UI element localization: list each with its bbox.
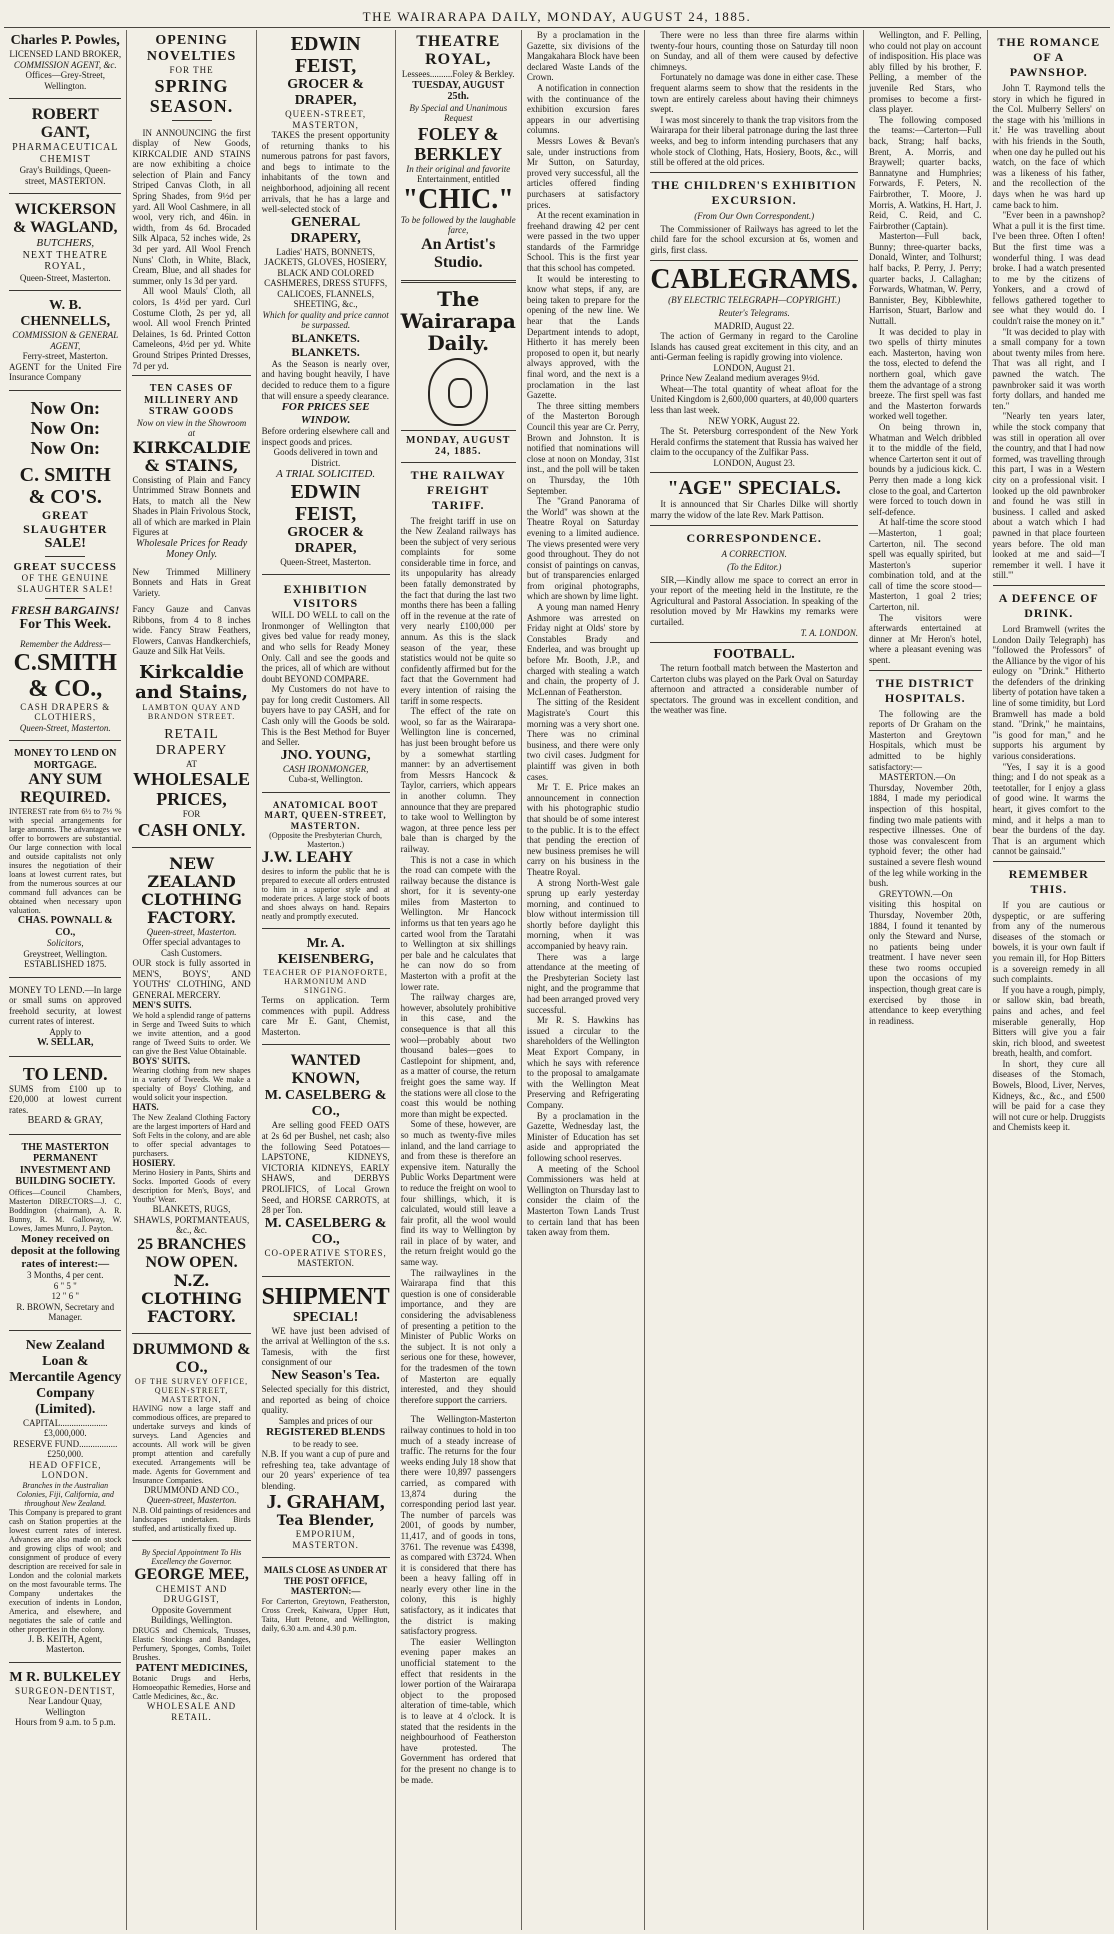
ad-smith-sale (9, 395, 121, 737)
any-sum: ANY SUM REQUIRED. (20, 771, 111, 806)
bulkeley: M R. BULKELEY (9, 1669, 122, 1685)
rate-3: 12 " 6 " (51, 1291, 80, 1301)
nb-paintings: N.B. Old paintings of residences and landscapes undertaken. Birds stuffed, and artistically fixed up. (132, 1505, 251, 1533)
tuesday: TUESDAY, AUGUST 25th. (412, 79, 505, 102)
ad-drummond (132, 1338, 250, 1536)
ad-caselberg (262, 1049, 390, 1271)
news-p2: A notification in connection with the continuance of the exhibition excursion fares appears in our advertising columns. (526, 82, 640, 136)
branches: Branches in the Australian Colonies, Fiji, California, and throughout New Zealand. (16, 1480, 114, 1508)
boys-suits: BOYS' SUITS. (132, 1055, 191, 1066)
week: For This Week. (19, 617, 111, 632)
correspondence: CORRESPONDENCE. (686, 530, 822, 545)
news-p14: By a proclamation in the Gazette, Wednesday last, the Minister of Education has set aside and appropriated the following school reserves. (526, 1110, 640, 1163)
consisting: Consisting of Plain and Fancy Untrimmed Straw Bonnets and Hats, to match all the New Shades in Plain Frivolous Stock, all of which are marked in Plain Figures at (132, 474, 251, 538)
nzloan-head: New Zealand Loan & Mercantile Agency Company (Limited). (9, 1337, 122, 1417)
ad-anatomical (262, 797, 390, 925)
hats: HATS. (132, 1102, 159, 1113)
retail: RETAIL DRAPERY (155, 726, 228, 758)
masthead-title: THE WAIRARAPA DAILY, MONDAY, AUGUST 24, 1885. (362, 8, 752, 24)
deposit-head: Money received on deposit at the following rates of interest:— (10, 1232, 120, 1270)
football-p7: The visitors were afterwards entertained at dinner at Mr Heron's hotel, where a pleasant evening was spent. (869, 612, 982, 666)
goods: Goods delivered in town and District. (273, 447, 378, 468)
grocer: GROCER & DRAPER, (287, 77, 364, 108)
mee-trade: CHEMIST AND DRUGGIST, (155, 1583, 228, 1605)
shipment-body: WE have just been advised of the arrival at Wellington of the s.s. Tamesis, with the first consignment of our (261, 1325, 390, 1368)
solicitors: Solicitors, (46, 938, 84, 948)
news-p9: The sitting of the Resident Magistrate's Court this morning was a very short one. There was no criminal business, and there were only two civil cases. Judgment for plaintiff was given in both cases. (526, 697, 640, 782)
gauze: Fancy Gauze and Canvas Ribbons, from 4 to 8 inches wide. Fancy Straw Feathers, Flowers, Canvas Handkerchiefs, Gauze and Silk Hat Veils. (132, 604, 251, 657)
children-body: The Commissioner of Railways has agreed to let the child fare for the school excursion at 6s, women and girls, first class. (650, 223, 859, 255)
ad-gant (9, 103, 121, 189)
news-p4: At the recent examination in freehand drawing 42 per cent were passed in the two upper standards of the Farmridge School. This is the first year that this school has competed. (526, 210, 640, 274)
news-p15: A meeting of the School Commissioners was held at Wellington on Thursday last to consider the claim of the Masterton Town Lands Trust to certain land that has been taken away from them. (526, 1163, 640, 1238)
corr-body: SIR,—Kindly allow me space to correct an error in your report of the meeting held in the Institute, re the Agricultural and Pastoral Association. In speaking of the resolution moved by Mr Hawkins my remarks were curtailed. (650, 574, 859, 627)
mens-body: We hold a splendid range of patterns in Serge and Tweed Suits to which we invite attention, and a good range of Tweed Suits to order. We can give the Best Value Obtainable. (132, 1010, 251, 1056)
hosiery-body: Merino Hosiery in Pants, Shirts and Socks. Imported Goods of every description for Men's, Boys', and Youths' Wear. (132, 1168, 251, 1205)
cablegrams: CABLEGRAMS. (650, 263, 859, 295)
news-p6: The three sitting members of the Masterton Borough Council this year are Cr. Perry, Brown and Johnston. It is notified that nominations will close at noon on Monday, 31st inst., and the poll will be taken on Thursday, the 10th September. (526, 400, 640, 496)
opening: OPENING NOVELTIES (146, 33, 237, 64)
ad-exhibition (262, 579, 390, 788)
column-6 (645, 30, 864, 1930)
now-on-2: Now On: (30, 417, 100, 438)
before: Before ordering elsewhere call and inspect goods and prices. (261, 426, 390, 447)
ten: to be ready to see. (293, 1438, 359, 1449)
ad-chennells (9, 295, 121, 386)
selected: Selected specially for this district, and reported as being of choice quality. (261, 1384, 390, 1416)
feist-2: EDWIN FEIST, (290, 480, 361, 525)
caselberg-2: M. CASELBERG & CO., (264, 1215, 387, 1247)
appointment: By Special Appointment To His Excellency the Governor. (141, 1547, 242, 1566)
children-sub: (From Our Own Correspondent.) (694, 210, 815, 221)
new-york: NEW YORK, August 22. (708, 415, 800, 426)
news-p8: A young man named Henry Ashmore was arrested on Friday night at Olds' store by Constables Brady and Enderlea, and was brought up before Mr. Booth, J.P., and charged with stealing a watch and chain, the property of J. McLennan of Featherston. (526, 602, 640, 697)
spring-body-2: All wool Mauls' Cloth, all colors, 1s 4½d per yard. Curl Costume Cloth, 2s per yd, all wool. All wool French Printed Delaines, 1s 6d. Printed Cotton Cameleons, 4½d per yd. White Ground Stripes Printed Dresses, 7d per yd. (132, 286, 251, 371)
crest-seal (428, 358, 488, 426)
columns (4, 30, 1110, 1930)
queen-st: Queen-Street, Masterton. (19, 722, 111, 733)
hosp-body: The following are the reports of Dr Graham on the Masterton and Greytown Hospitals, which must be admitted to be highly satisfactory:— (869, 708, 982, 772)
wick-trade: BUTCHERS, (36, 237, 95, 249)
ad-theatre (401, 30, 516, 275)
news-p3: Messrs Lowes & Bevan's sale, under instructions from Mr Sutton, on Saturday, proved very successful, all the articles offered finding purchasers at satisfactory prices. (526, 135, 640, 210)
news-p11: A strong North-West gale sprung up early yesterday morning, and continued to blow without intermission till shortly before daylight this morning, when it was accompanied by heavy rain. (526, 877, 640, 952)
ad-mails (262, 1562, 390, 1636)
railway-p6: The railwaylines in the Wairarapa find that this question is one of considerable importance, and they are considering the advisableness of presenting a petition to the Minister of Public Works on the subject. It is not only a serious one for these, however, for the tradesmen of the town of Masterton are equally interested, and they should therefore support the carriers. (400, 1267, 516, 1405)
for-the: FOR THE (169, 65, 214, 75)
railway-p3: This is not a case in which the road can compete with the railway because the distance is short, for it is seventy-one miles from Masterton to Wellington. Mr Hancock informs us that ten years ago he carted wool from the Taratahi to Wellington at six shillings per bale and he calculates that he can now do so from Masterton with a profit at the lower rate. (400, 854, 516, 992)
followed: To be followed by the laughable farce, (400, 214, 516, 235)
railway-p4: The railway charges are, however, absolutely prohibitive in this case, and the consequence is that all this wool—probably about two thousand bales—goes to Castlepoint for shipment, and, as a matter of course, the return freight goes the same way. If the stations were all close to the coast this would be nothing more than might be expected. (400, 992, 516, 1119)
ad-permanent (9, 1139, 121, 1326)
original: In their original and favorite (406, 163, 511, 174)
brown: R. BROWN, Secretary and Manager. (16, 1301, 115, 1322)
blankets: BLANKETS. BLANKETS. (291, 330, 360, 359)
column-7 (864, 30, 987, 1930)
nb-tea: N.B. If you want a cup of pure and refreshing tea, take advantage of our 20 years' experience of tea blending. (261, 1449, 390, 1491)
football-p1: Wellington, and F. Pelling, who could not play on account of indisposition. His place was ably filled by his brother, F. Pelling, a member of the juvenile Red Stars, who promises to become a first-class player. (869, 30, 982, 115)
wheat: Wheat—The total quantity of wheat afloat for the United Kingdom is 2,600,000 quarters, at 40,000 quarters less than last week. (650, 383, 859, 416)
fire-p1: There were no less than three fire alarms within twenty-four hours, counting those on Saturday till noon on Sunday, and all of them were caused by defective chimneys. (650, 30, 859, 72)
defence-head: A DEFENCE OF DRINK. (998, 590, 1099, 620)
permanent-body: Offices—Council Chambers, Masterton DIRECTORS—J. C. Boddington (chairman), A. R. Bunny, R. M. Galloway, W. Lowes, James Munro, J. Payton. (9, 1187, 122, 1233)
spring: SPRING SEASON. (149, 75, 234, 116)
young: JNO. YOUNG, (280, 747, 371, 763)
ad-mee (132, 1545, 250, 1726)
column-8 (988, 30, 1110, 1930)
samples: Samples and prices of our (278, 1415, 373, 1426)
for: FOR (182, 809, 201, 820)
reuter: Reuter's Telegrams. (718, 307, 790, 318)
dentist: SURGEON-DENTIST, (14, 1685, 116, 1696)
leahy-body: desires to inform the public that he is prepared to execute all orders entrusted to him in a superior style and at moderate prices. A large stock of boots and shoes always on hand. Repairs neatly and promptly executed. (261, 867, 390, 922)
rate-2: 6 " 5 " (53, 1280, 77, 1291)
smith-name: C. SMITH & CO'S. (19, 463, 111, 508)
apply: Apply to (49, 1026, 82, 1037)
wick-addr: NEXT THEATRE ROYAL, (22, 249, 108, 272)
grocer-2: GROCER & DRAPER, (287, 524, 364, 556)
chen-addr: Ferry-street, Masterton. (22, 351, 108, 361)
railway-p1: The freight tariff in use on the New Zealand railways has been the subject of very serious complaints for some considerable time in force, and its unpopularity has already been fatally demonstrated by the fact that during the last two months there has been a falling off in the revenue at the rate of very nearly £100,000 per annum. As this is the slack season of the year, these statistics would not be quite so confidently affirmed but for the fact that the Government had every intention of raising the tariff in some respects. (400, 515, 516, 706)
cable-sub: (BY ELECTRIC TELEGRAPH—COPYRIGHT.) (668, 294, 841, 305)
madrid: MADRID, August 22. (714, 320, 795, 331)
football-p3: Masterton—Full back, Bunny; three-quarter backs, Donald, Winter, and Tolhurst; half backs, P. Perry, J. Perry; quarter backs, J. Callaghan; Forwards, Whatman, W. Perry, Bannister, Bey, Kibblewhite, Harrison, Stuart, Barlow and Nuttall. (869, 231, 982, 327)
drummond: DRUMMOND & CO., (132, 1340, 251, 1376)
paper-title-block (401, 288, 516, 458)
masterton: MASTERTON. (297, 1258, 354, 1269)
editor: (To the Editor.) (726, 561, 782, 572)
chic: "CHIC." (402, 183, 514, 215)
sale: SALE! (44, 535, 86, 551)
keisenberg: Mr. A. KEISENBERG, (277, 936, 374, 968)
keith: J. B. KEITH, Agent, (28, 1633, 103, 1644)
hosiery: HOSIERY. (132, 1157, 176, 1168)
remember-address: Remember the Address— (20, 639, 111, 649)
trial: A TRIAL SOLICITED. (276, 468, 376, 481)
chen-name: W. B. CHENNELLS, (20, 298, 111, 329)
exhib: EXHIBITION VISITORS (283, 582, 368, 611)
football: FOOTBALL. (713, 647, 795, 663)
theatre: THEATRE ROYAL, (416, 33, 501, 68)
gant-addr: Gray's Buildings, Queen-street, MASTERTON. (19, 165, 111, 186)
railway-p7: The Wellington-Masterton railway continues to hold in too much of a steady increase of traffic. The returns for the four weeks ending July 18 show that there were 10,897 passengers carried, as compared with 13,874 during the corresponding period last year. The number of parcels was 2001, of goods by number, 11,417, and of goods in tons, 3761. The revenue was £4398, as compared with £3724. When it is considered that there has been a heavy falling off in nearly every other line in the colony, this is highly satisfactory, as it indicates that the district is making satisfactory progress. (400, 1414, 516, 1637)
london-body: Prince New Zealand medium averages 9½d. (660, 373, 820, 384)
railway-head: THE RAILWAY FREIGHT TARIFF. (410, 467, 506, 512)
chen-body: AGENT for the United Fire Insurance Company (9, 361, 122, 382)
news-p12: There was a large attendance at the meeting of the Presbyterian Society last night, and the programme that had been arranged proved very successful. (526, 951, 640, 1015)
signature: T. A. LONDON. (800, 627, 859, 638)
wholesale-retail: WHOLESALE AND RETAIL. (146, 1701, 237, 1722)
age-body: It is announced that Sir Charles Dilke will shortly marry the widow of the late Rev. Mark Pattison. (650, 499, 859, 521)
hats-body: The New Zealand Clothing Factory are the largest importers of Hard and Soft Felts in the colony, and are able to offer special advantages to purchasers. (132, 1112, 251, 1158)
gant-name: ROBERT GANT, (31, 106, 99, 141)
defence-p2: "Yes, I say it is a good thing; and I do not speak as a teetotaller, for I enjoy a glass of good wine. It warms the heart, it gives comfort to the mind, and it helps a man to bear the burdens of the day. That is an argument which cannot be gainsaid." (992, 761, 1105, 857)
football-p6: At half-time the score stood—Masterton, 1 goal; Carterton, nil. The second spell was equally spirited, but Masterton's superior combination told, and at the call of time the score stood—Masterton, 1 goal 2 tries; Carterton, nil. (869, 517, 982, 613)
blends: REGISTERED BLENDS (266, 1426, 386, 1439)
dentist-hours: Hours from 9 a.m. to 5 p.m. (14, 1717, 116, 1727)
success: GREAT SUCCESS (13, 560, 117, 573)
botanic: Botanic Drugs and Herbs, Homoeopathic Remedies, Horse and Cattle Medicines, &c., &c. (132, 1674, 251, 1702)
fresh: FRESH BARGAINS! (11, 603, 120, 617)
tea: New Season's Tea. (271, 1368, 380, 1384)
paper-title: The Wairarapa Daily. (400, 286, 516, 355)
visitors-p3: I was most sincerely to thank the trap visitors from the Wairarapa for their liberal patronage during the last three weeks, and beg to inform intending purchasers that any whole stock of Clothing, Hats, Hosiery, Boots, &c., will still be offered at the old prices. (650, 114, 859, 168)
sellar: W. SELLAR, (36, 1037, 94, 1048)
powles-line1: LICENSED LAND BROKER, (9, 49, 122, 59)
feist: EDWIN FEIST, (290, 33, 361, 77)
at: AT (186, 758, 198, 769)
head-office: HEAD OFFICE, LONDON. (28, 1459, 102, 1480)
special: SPECIAL! (292, 1309, 359, 1325)
cases-head: TEN CASES OF MILLINERY AND STRAW GOODS (144, 383, 239, 418)
smith-name-2: C.SMITH & CO., (13, 649, 117, 702)
caselberg: M. CASELBERG & CO., (264, 1088, 387, 1120)
drummond-co: DRUMMOND AND CO., (144, 1484, 240, 1495)
ad-to-lend (9, 1061, 121, 1130)
mails: MAILS CLOSE AS UNDER AT THE POST OFFICE, MASTERTON:— (263, 1565, 388, 1597)
wick-addr2: Queen-Street, Masterton. (19, 272, 111, 283)
romance-p4: "Nearly ten years later, while the stock company that was still in operation all over the country, and that I had now formed, was travelling through this part, I was in a Western city on a professional visit. I looked up the old pawnbroker and found he was still in business. I called and asked about a watch which I had pawned in that place fourteen years before. The old man looked at me and said—'I remember it well. I have it still.'" (992, 411, 1105, 581)
news-p10: Mr T. E. Price makes an announcement in connection with his photographic studio that should be of some interest to the public. It is to the effect that pending the erection of new business premises he will carry on his business in the Theatre Royal. (526, 782, 640, 877)
money-body: INTEREST rate from 6½ to 7½ % with special arrangements for large amounts. The advantages we offer to borrowers are substantial. Our large connection with local and outside capitalists not only insures the negotiation of their loans at lowest current rates, but from the numerous sources at our command full advances can be obtained when necessary upon valuation. (9, 807, 122, 915)
dentist-addr: Near Landour Quay, Wellington (28, 1696, 103, 1717)
football-p5: On being thrown in, Whatman and Welch dribbled it to the middle of the field, whence Carterton sent it out of bounds by a judicious kick. C. Perry then made a long kick close to the goal, and Carterton were forced to touch down in self-defence. (869, 421, 982, 517)
ad-shipment (262, 1281, 390, 1553)
hosp-p2: MASTERTON.—On Thursday, November 20th, 1884, I made my periodical inspection of this hospital, finding two male patients with respective illnesses. One of those was convalescent from typhoid fever; the other had sustained a severe flesh wound of the leg while working in the bush. (869, 772, 982, 889)
powles-line3: Offices—Grey-Street, Wellington. (25, 70, 106, 91)
lend-body: SUMS from £100 up to £20,000 at lowest current rates. (9, 1083, 122, 1115)
slaughter: GREAT SLAUGHTER (23, 507, 108, 536)
request: By Special and Unanimous Request (409, 102, 508, 123)
now-on-1: Now On: (30, 397, 100, 418)
wholesale-prices: Wholesale Prices for Ready Money Only. (135, 537, 248, 561)
masthead (4, 6, 1110, 28)
column-3 (257, 30, 396, 1930)
ironmonger: CASH IRONMONGER, (282, 763, 369, 774)
shipment: SHIPMENT (261, 1283, 390, 1310)
hosp-p3: GREYTOWN.—On visiting this hospital on Thursday, November 20th, 1884, I found it tenanted by only the Steward and Nurse, no patients being under treatment. I have never seen these two rooms occupied upon the occasions of my inspection, though great care is exercised by those in attendance to keep everything in readiness. (869, 888, 982, 1026)
to-lend: TO LEND. (22, 1063, 108, 1084)
railway-p8: The easier Wellington evening paper makes an unofficial statement to the effect that residents in the lower portion of the Wairarapa object to the proposed alteration of time-table, which is to leave at 4 o'clock. It is stated that the residents in the neighbourhood of Featherston have protested. The Government has ordered that for the present no change is to be made. (400, 1636, 516, 1785)
ad-nz-loan (9, 1335, 121, 1658)
gant-trade: PHARMACEUTICAL CHEMIST (12, 142, 119, 165)
greyst: Greystreet, Wellington. (23, 948, 108, 959)
football-p2: The following composed the teams:—Carterton—Full back, Strang; half backs, Brent, A. Morris, and Braywell; quarter backs, Bannatyne and Humphries; Forwards, F. Peters, N. Fairbrother, T. Moore, J. Morris, A. Watkins, H. Hart, J. Reid, C. Reid, and C. Fairbrother (Captain). (869, 114, 982, 231)
paper-date: MONDAY, AUGUST 24, 1885. (406, 434, 511, 457)
money-head: MONEY TO LEND ON MORTGAGE. (14, 748, 117, 771)
news-p5: It would be interesting to know what steps, if any, are being taken to prepare for the opening of the new line. We hear that the Lands Department intends to adopt, Hitherto it has merely been proposed to open it, but nearly always approved, with the final word, and the next is a proclamation in the last Gazette. (526, 273, 640, 401)
ad-feist (262, 30, 390, 570)
mails-body: For Carterton, Greytown, Featherston, Cross Creek, Kaiwara, Upper Hutt, Taita, Hutt Petone, and Wellington, daily, 6.30 a.m. and 4.30 p.m. (261, 1596, 390, 1633)
ny-body: The St. Petersburg correspondent of the New York Herald confirms the statement that Russia has waived her claim to the occupancy of the Zulfikar Pass. (650, 426, 859, 458)
drapery-list: Ladies' HATS, BONNETS, JACKETS, GLOVES, HOSIERY, BLACK AND COLORED CASHMERES, DRESS STUFFS, CALICOES, FLANNELS, SHEETING, &c., (264, 246, 388, 310)
ad-spring (132, 30, 250, 128)
ad-money-mortgage (9, 745, 121, 973)
romance-body: John T. Raymond tells the story in which he figured in the Col. Mulberry Sellers' on the stage with his 'millions in it.' He was travelling about with his friends in the South, when one day he pulled out his watch, on the face of which was a likeness of his father, and the recollection of the days when he was hard up came back to him. (992, 83, 1105, 210)
romance-p2: "Ever been in a pawnshop? What a pull it is the first time. I've been three. Often I often! But the first time was a wonderful thing. I was dead broke. I had a watch presented to me by the citizens of Yonkers, and a crowd of fellows gathered together to see what they would do. I couldn't raise the money on it." (992, 210, 1105, 327)
london-2: LONDON, August 23. (713, 457, 795, 468)
age-head: "AGE" SPECIALS. (667, 477, 841, 500)
hospitals-head: THE DISTRICT HOSPITALS. (876, 675, 975, 705)
column-5 (522, 30, 645, 1930)
railway-p5: Some of these, however, are so much as twenty-five miles inland, and the land carriage to and from these is therefore an expensive item. Naturally the Public Works Department were to reduce the freight on wool to four shillings, which, it is calculated, would still leave a fair profit, all the wool would find its way to Wellington by rail in place of by water, and the return freight would go the same way. (400, 1119, 516, 1268)
ad-keisenberg (262, 933, 390, 1040)
keisen-body: Terms on application. Term commences with pupil. Address care Mr E. Gant, Chemist, Masterton. (261, 995, 390, 1037)
football-body: The return football match between the Masterton and Carterton clubs was played on the Park Oval on Saturday afternoon and attracted a considerable number of spectators. The ground was in excellent condition, and the weather was fine. (650, 663, 859, 716)
blankets: BLANKETS, RUGS, SHAWLS, PORTMANTEAUS, &c., &c. (133, 1204, 250, 1236)
genuine: OF THE GENUINE SLAUGHTER SALE! (17, 573, 114, 594)
leahy: J.W. LEAHY (261, 849, 354, 867)
lambton: LAMBTON QUAY AND BRANDON STREET. (142, 702, 241, 721)
money2: MONEY TO LEND.—In large or small sums on approved freehold security, at lowest current rates of interest. (9, 984, 122, 1026)
column-2 (127, 30, 256, 1930)
estab: ESTABLISHED 1875. (24, 959, 107, 969)
news-p13: Mr R. S. Hawkins has issued a circular to the shareholders of the Wellington Meat Export Company, in which he says with reference to the proposal to amalgamate with the Wellington Meat Preserving and Refrigerating Company. (526, 1015, 640, 1110)
drugs: DRUGS and Chemicals, Trusses, Elastic Stockings and Bandages, Perfumery, Sponges, Combs, Toilet Brushes. (132, 1625, 251, 1662)
correction: A CORRECTION. (721, 548, 787, 559)
remember-body: If you are cautious or dyspeptic, or are suffering from any of the numerous diseases of the stomach or bowels, it is your own fault if you remain ill, for Hop Bitters is a sovereign remedy in all such complaints. (992, 899, 1105, 985)
queen-st-3: Queen-street, Masterton. (146, 1495, 237, 1506)
spring-body: IN ANNOUNCING the first display of New Goods, KIRKCALDIE AND STAINS are now exhibiting a choice selection of Plain and Fancy Striped Canvas Cloth, in all Spring Shades, from 9½d per yard. All Wool Cashmere, in all wool, very rich, and 46in. in width, from 4s 6d. Brocaded Silk Alpaca, 52 inches wide, 2s 3d per yard. All Wool French Nuns' Cloth, in White, Black, Cream, Blue, and all shades for summer, only 1s 3d per yard. (132, 127, 251, 286)
football-p4: It was decided to play in two spells of thirty minutes each. Masterton, having won the toss, elected to defend the northern goal, which gave them the advantage of a strong breeze. The first spell was fast and the Masterton forwards worked well together. (869, 326, 982, 422)
foley: FOLEY & BERKLEY (414, 123, 503, 164)
kirkcaldie: KIRKCALDIE & STAINS, (132, 437, 251, 475)
news-p1: By a proclamation in the Gazette, six divisions of the Mangakahara Block have been declared Waste Lands of the Crown. (526, 30, 640, 83)
nz-clothing: NEW ZEALAND CLOTHING FACTORY. (141, 853, 242, 927)
mee-addr: Opposite Government Buildings, Wellington. (150, 1604, 233, 1626)
feist-body: TAKES the present opportunity of returning thanks to his numerous patrons for past favors, and begs to intimate to the inhabitants of the town and neighborhood, adjoining all recent arrivals, that he has a large and well-selected stock of (261, 130, 390, 215)
special-adv: Offer special advantages to Cash Customers. (142, 937, 241, 958)
trimmed: New Trimmed Millinery Bonnets and Hats in Great Variety. (132, 566, 251, 598)
ad-bulkeley (9, 1667, 121, 1731)
wholesale: WHOLESALE PRICES, (133, 769, 251, 810)
drummond-body: HAVING now a large staff and commodious offices, are prepared to undertake surveys and kinds of surveys. Land Agencies and accounts. All work will be given prompt attention and carefully executed. Arrangements will be made. Agents for Government and Insurance Companies. (132, 1403, 251, 1485)
now-on-3: Now On: (30, 437, 100, 458)
feist-addr: QUEEN-STREET, MASTERTON, (285, 109, 367, 130)
news-p7: The "Grand Panorama of the World" was shown at the Theatre Royal on Saturday evening to a limited audience. The views presented were very good throughout. They do not consist of paintings on canvas, but of transparencies enlarged from original photographs, which are shown by lime light. (526, 496, 640, 602)
patent: PATENT MEDICINES, (135, 1661, 248, 1674)
cuba: Cuba-st, Wellington. (288, 774, 363, 785)
teacher: TEACHER OF PIANOFORTE, HARMONIUM AND SINGING. (263, 968, 388, 996)
coop: CO-OPERATIVE STORES, (264, 1247, 387, 1258)
ad-powles (9, 30, 121, 94)
studio: An Artist's Studio. (421, 235, 496, 271)
kirkcaldie-2: Kirkcaldie and Stains, (135, 661, 248, 703)
remember-head: REMEMBER THIS. (1008, 866, 1089, 896)
keith-2: Masterton. (45, 1644, 85, 1654)
queen-st-2: Queen-street, Masterton. (146, 926, 237, 937)
survey: OF THE SURVEY OFFICE, QUEEN-STREET, MASTERTON, (134, 1376, 249, 1404)
rate-1: 3 Months, 4 per cent. (26, 1270, 104, 1280)
ad-wickerson (9, 198, 121, 286)
wick-name: WICKERSON & WAGLAND, (12, 201, 118, 236)
cash-only: CASH ONLY. (137, 819, 246, 840)
column-4 (396, 30, 522, 1930)
fire-p2: Fortunately no damage was done in either case. These frequent alarms seem to show that the residents in the town are entirely careless about having their chimneys swept. (650, 72, 859, 115)
entertainment: Entertainment, entitled (416, 174, 500, 184)
beard: BEARD & GRAY, (27, 1115, 103, 1126)
capital: CAPITAL.....................£3,000,000. (22, 1417, 108, 1438)
showroom: Now on view in the Showroom at (136, 417, 247, 439)
remember-p2: If you have a rough, pimply, or sallow skin, bad breath, pains and aches, and feel miserable generally, Hop Bitters will give you a fair skin, rich blood, and sweetest breath, health, and comfort. (992, 984, 1105, 1059)
reserve: RESERVE FUND.................£250,000. (13, 1438, 118, 1459)
exhib-body: WILL DO WELL to call on the Ironmonger of Wellington that gives bed value for ready money, and who sells for Ready Money Only. Call and see the goods and the prices, all of which are without doubt BEYOND COMPARE. (261, 610, 390, 684)
remember-p3: In short, they cure all diseases of the Stomach, Bowels, Blood, Liver, Nerves, Kidneys, &c., &c., and £500 will be paid for a case they will not cure or help. Druggists and Chemists keep it. (992, 1058, 1105, 1133)
anatomical: ANATOMICAL BOOT MART, QUEEN-STREET, MASTERTON. (264, 799, 387, 831)
mee: GEORGE MEE, (134, 1565, 249, 1583)
romance-p3: "It was decided to play with a small company for a town about twenty miles from here. That was all right, and I pawned the watch. The pawnbroker said it was worth forty dollars, and handed me ten." (992, 326, 1105, 411)
stock: OUR stock is fully assorted in MEN'S, BOYS', AND YOUTHS' CLOTHING, AND GENERAL MERCERY. (132, 958, 251, 1000)
blender: Tea Blender, (276, 1513, 375, 1530)
railway-p2: The effect of the rate on wool, so far as the Wairarapa-Wellington line is concerned, has just been brought before us by a somewhat startling manner: by an advertisement from Messrs Hancock & Taylor, carriers, which appears in another column. They announce that they are prepared to take wool to Wellington by wagon, at three pence less per bale than is charged by the railway. (400, 706, 516, 854)
chen-trade: COMMISSION & GENERAL AGENT, (12, 330, 119, 351)
powles-line2: COMMISSION AGENT, &c. (13, 59, 117, 70)
ad-money-lend (9, 982, 121, 1052)
ad-millinery (132, 380, 250, 843)
opposite: (Opposite the Presbyterian Church, Masterton.) (269, 831, 383, 850)
london: LONDON, August 21. (713, 362, 795, 373)
pownall: CHAS. POWNALL & CO., (17, 915, 113, 938)
nz-factory: N.Z. CLOTHING FACTORY. (141, 1270, 242, 1326)
window: FOR PRICES SEE WINDOW. (281, 401, 370, 426)
emporium: EMPORIUM, MASTERTON. (292, 1529, 359, 1550)
queen-st: Queen-Street, Masterton. (280, 556, 371, 567)
permanent-head: THE MASTERTON PERMANENT INVESTMENT AND BUILDING SOCIETY. (15, 1141, 116, 1187)
madrid-body: The action of Germany in regard to the Caroline Islands has caused great excitement in this city, and an anti-German feeling is rapidly growing into violence. (650, 331, 859, 363)
ad-nz-clothing (132, 852, 250, 1329)
mens-suits: MEN'S SUITS. (132, 1000, 192, 1011)
column-1 (4, 30, 127, 1930)
blankets-body: As the Season is nearly over, and having bought heavily, I have decided to reduce them to a figure that will ensure a speedy clearance. (261, 358, 390, 401)
cheapest: Which for quality and price cannot be surpassed. (262, 309, 389, 331)
drapers: CASH DRAPERS & CLOTHIERS, (20, 701, 111, 722)
graham: J. GRAHAM, (266, 1491, 385, 1514)
drapery: GENERAL DRAPERY, (290, 214, 361, 246)
branches-25: 25 BRANCHES NOW OPEN. (137, 1235, 246, 1271)
lessees: Lessees..........Foley & Berkley. (401, 69, 515, 79)
powles-name: Charles P. Powles, (10, 33, 120, 48)
caselberg-body: Are selling good FEED OATS at 2s 6d per Bushel, net cash; also the following Seed Potatoes—LAPSTONE, KIDNEYS, VICTORIA KIDNEYS, EARLY SHAWS, and DERBYS PROLIFICS, of Local Grown Seed, and HORSE CARROTS, at 28 per Ton. (261, 1120, 390, 1216)
defence-body: Lord Bramwell (writes the London Daily Telegraph) has "followed the Professors" of the Alliance by the vigor of his eulogy on "Drink." Hitherto the defenders of the drinking liberty of potation have taken a line of some timidity, but Lord Bramwell has made a bold stand. "Drink," he maintains, "is good for man," and he supports his argument by various considerations. (992, 623, 1105, 762)
nzloan-body: This Company is prepared to grant cash on Station properties at the lowest current rates of interest. Advances are also made on stock and growing clips of wool; and consignment of produce of every description are received for sale in London and the colonial markets on the most favourable terms. The Company undertakes the execution of indents in London, America, and elsewhere, and negotiates the sale of cattle and other properties in the colony. (9, 1507, 122, 1634)
customers: My Customers do not have to pay for long credit Customers. All buyers have to pay CASH, and for Cash only will the Goods be sold. This is the Best Method for Buyer and Seller. (261, 684, 390, 748)
wanted: WANTED KNOWN, (290, 1052, 361, 1088)
romance-head: THE ROMANCE OF A PAWNSHOP. (997, 35, 1101, 79)
children-head: THE CHILDREN'S EXHIBITION EXCURSION. (651, 177, 857, 207)
boys-body: Wearing clothing from new shapes in a variety of Tweeds. We make a specialty of Boys' Clothing, and would solicit your inspection. (132, 1066, 251, 1103)
